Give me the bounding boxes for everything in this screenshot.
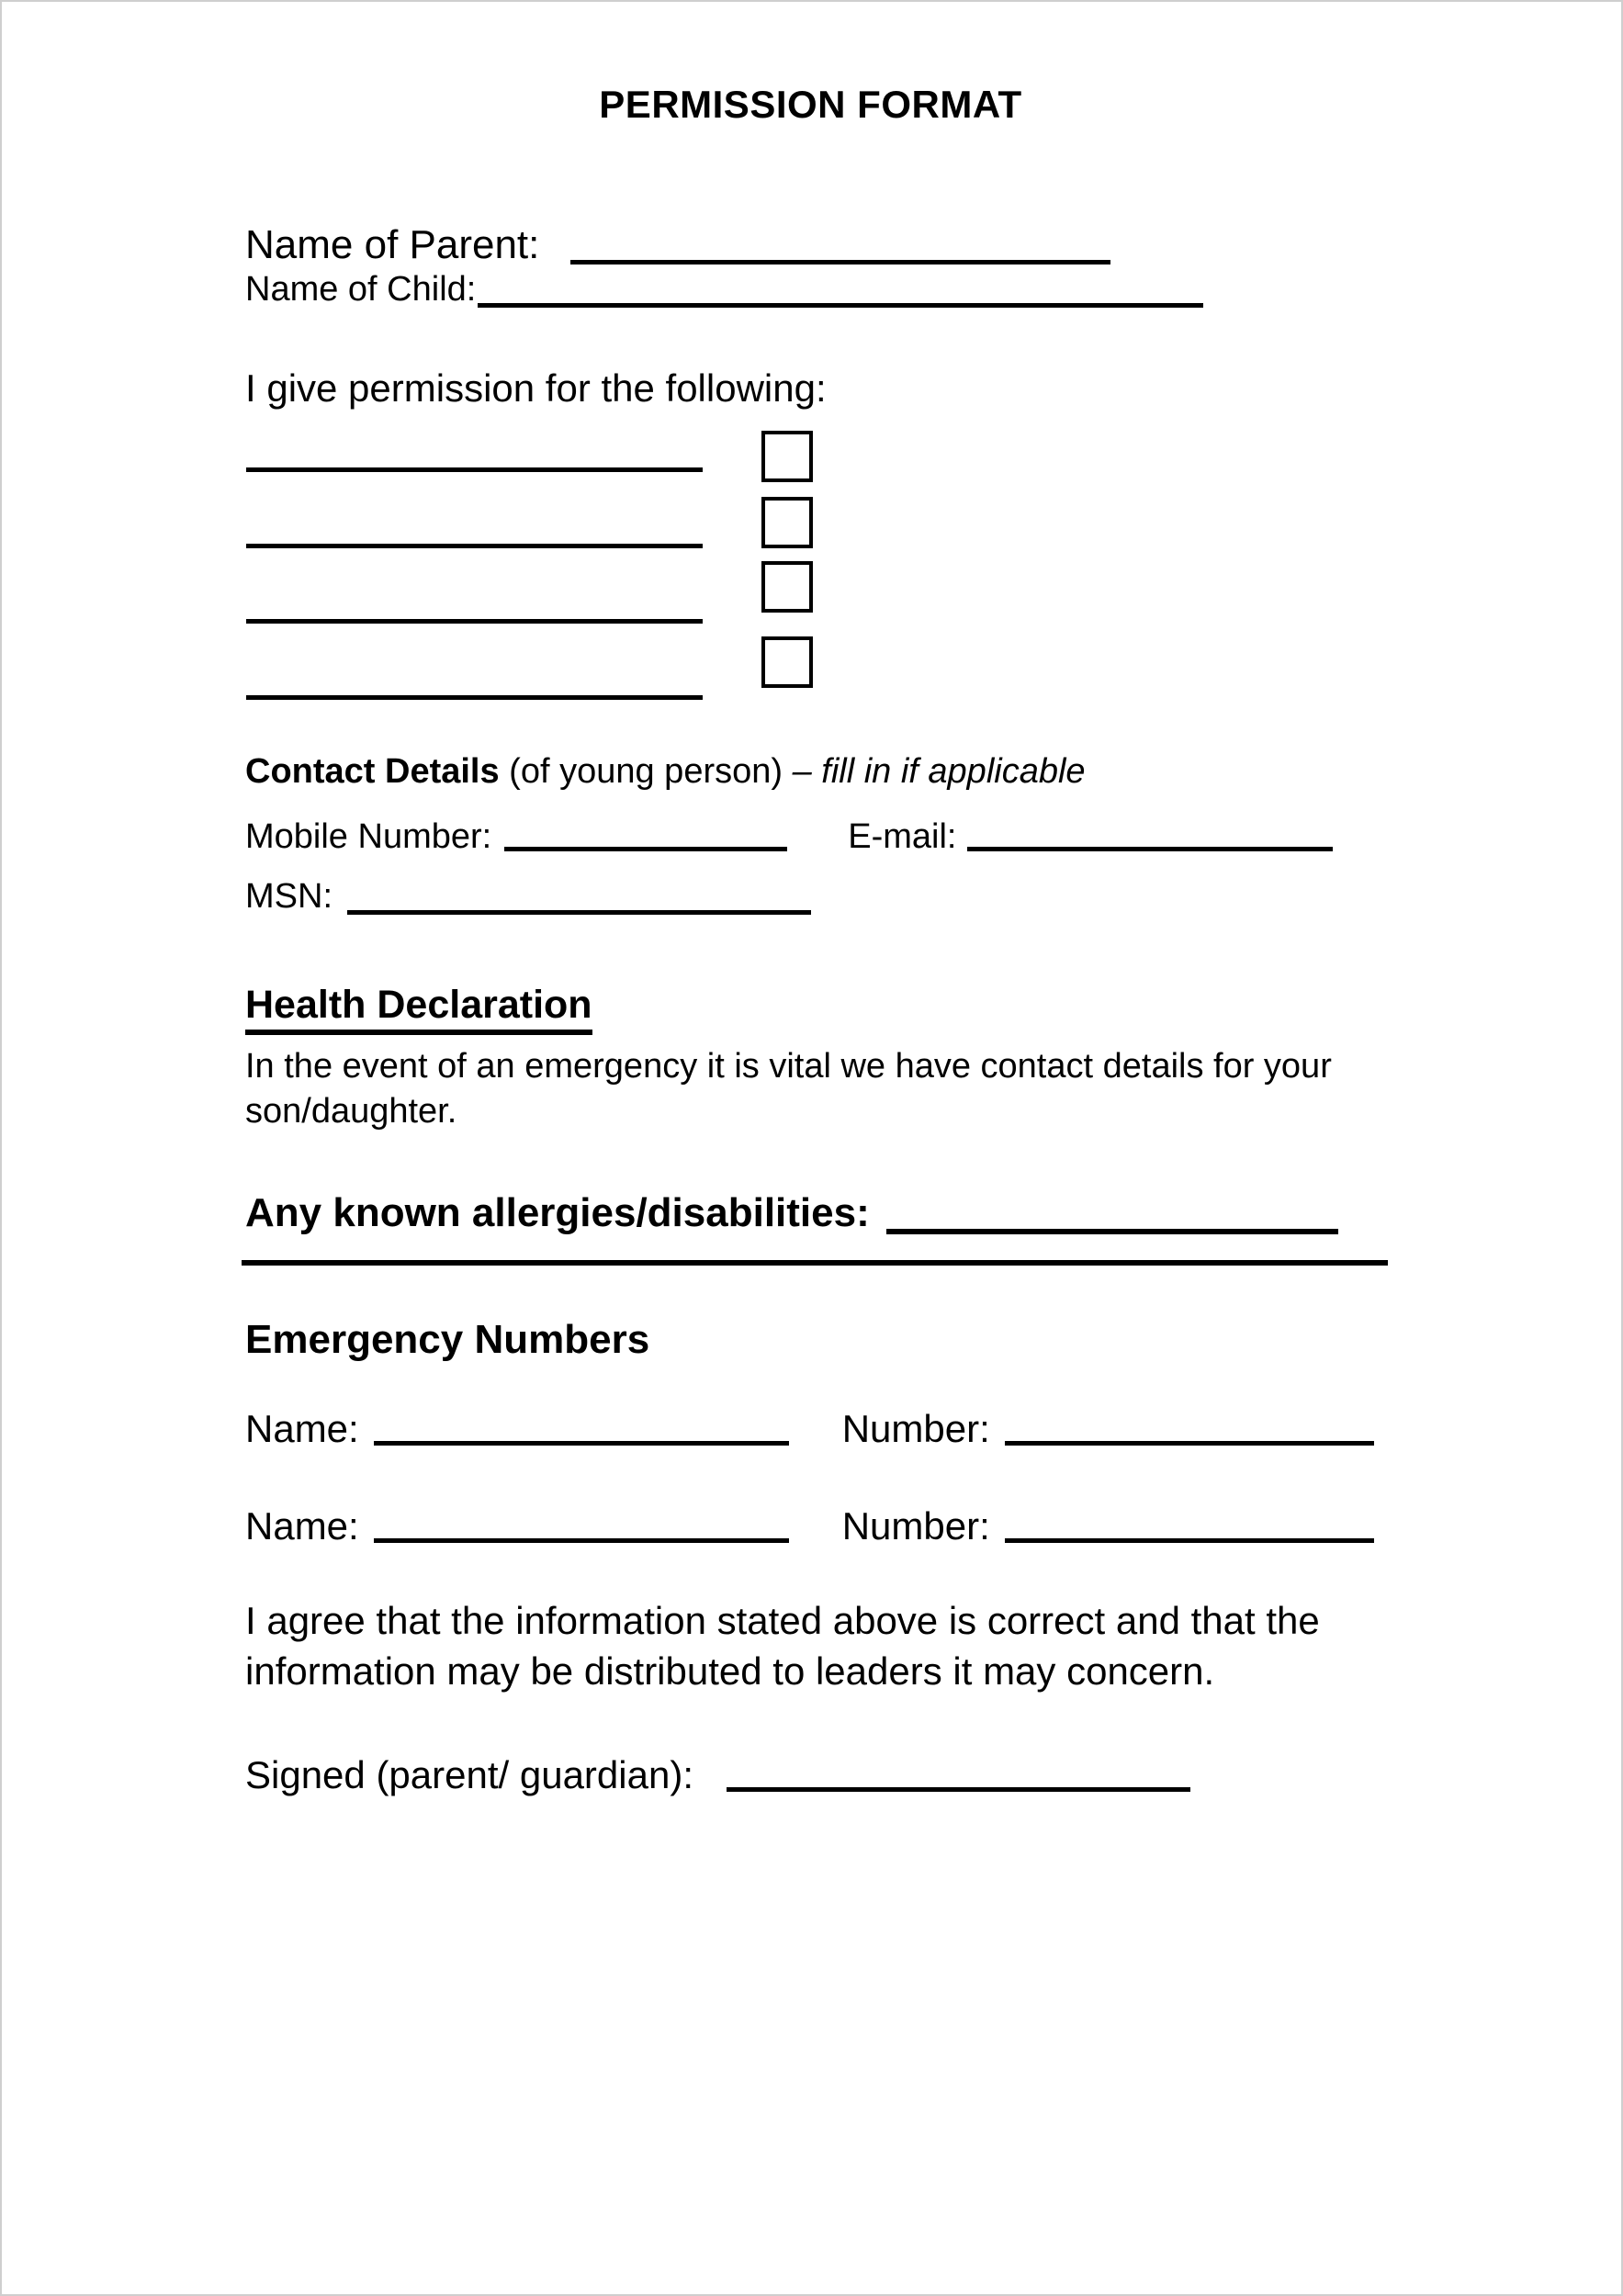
msn-label: MSN:: [245, 877, 332, 916]
emergency-numbers-heading: Emergency Numbers: [245, 1317, 650, 1363]
parent-name-label: Name of Parent:: [245, 222, 540, 267]
allergies-continuation-line[interactable]: [242, 1260, 1388, 1266]
permission-checkbox-2[interactable]: [761, 497, 813, 548]
permission-blank-line-1[interactable]: [246, 467, 703, 472]
permission-blank-line-2[interactable]: [246, 544, 703, 548]
mobile-email-row: [245, 817, 1376, 857]
child-name-label: Name of Child:: [245, 270, 477, 309]
email-label: E-mail:: [848, 817, 957, 856]
contact-details-heading-italic: – fill in if applicable: [792, 752, 1086, 791]
permission-checkbox-1[interactable]: [761, 431, 813, 482]
allergies-label: Any known allergies/disabilities:: [245, 1190, 870, 1236]
health-declaration-heading: [245, 983, 1376, 1035]
child-name-field[interactable]: [478, 303, 1203, 308]
permission-checkbox-4[interactable]: [761, 636, 813, 688]
child-name-row: [245, 270, 1376, 310]
health-declaration-heading-text: Health Declaration: [245, 983, 592, 1035]
permission-intro-text: I give permission for the following:: [245, 366, 827, 410]
mobile-number-field[interactable]: [504, 847, 787, 851]
mobile-number-label: Mobile Number:: [245, 817, 492, 856]
emergency-name-label-1: Name:: [245, 1407, 359, 1451]
emergency-number-label-2: Number:: [841, 1504, 990, 1548]
permission-items-section: [245, 411, 1376, 714]
parent-name-row: [245, 222, 1376, 268]
emergency-number-label-1: Number:: [841, 1407, 990, 1451]
signed-label: Signed (parent/ guardian):: [245, 1753, 693, 1797]
msn-field[interactable]: [347, 910, 811, 915]
allergies-field[interactable]: [886, 1229, 1338, 1234]
emergency-number-field-2[interactable]: [1005, 1538, 1374, 1543]
allergies-row: [245, 1190, 1376, 1236]
msn-row: [245, 877, 1376, 917]
contact-details-heading-mid: (of young person): [499, 752, 793, 791]
permission-blank-line-4[interactable]: [246, 695, 703, 700]
agreement-text: I agree that the information stated above is correct and that the information may be distributed to leaders it may concern.: [245, 1599, 1320, 1693]
signed-row: [245, 1753, 1376, 1797]
emergency-row-2: [245, 1504, 1376, 1548]
permission-blank-line-3[interactable]: [246, 619, 703, 624]
emergency-row-1: [245, 1407, 1376, 1451]
page-title: PERMISSION FORMAT: [599, 83, 1022, 126]
permission-checkbox-3[interactable]: [761, 561, 813, 613]
signature-field[interactable]: [727, 1787, 1190, 1792]
emergency-name-label-2: Name:: [245, 1504, 359, 1548]
emergency-name-field-2[interactable]: [374, 1538, 789, 1543]
parent-name-field[interactable]: [570, 260, 1110, 264]
emergency-number-field-1[interactable]: [1005, 1441, 1374, 1446]
health-declaration-body: In the event of an emergency it is vital we have contact details for your son/daughter.: [245, 1047, 1332, 1131]
emergency-name-field-1[interactable]: [374, 1441, 789, 1446]
email-field[interactable]: [967, 847, 1333, 851]
contact-details-heading-bold: Contact Details: [245, 752, 500, 791]
contact-details-heading: [245, 752, 1376, 792]
